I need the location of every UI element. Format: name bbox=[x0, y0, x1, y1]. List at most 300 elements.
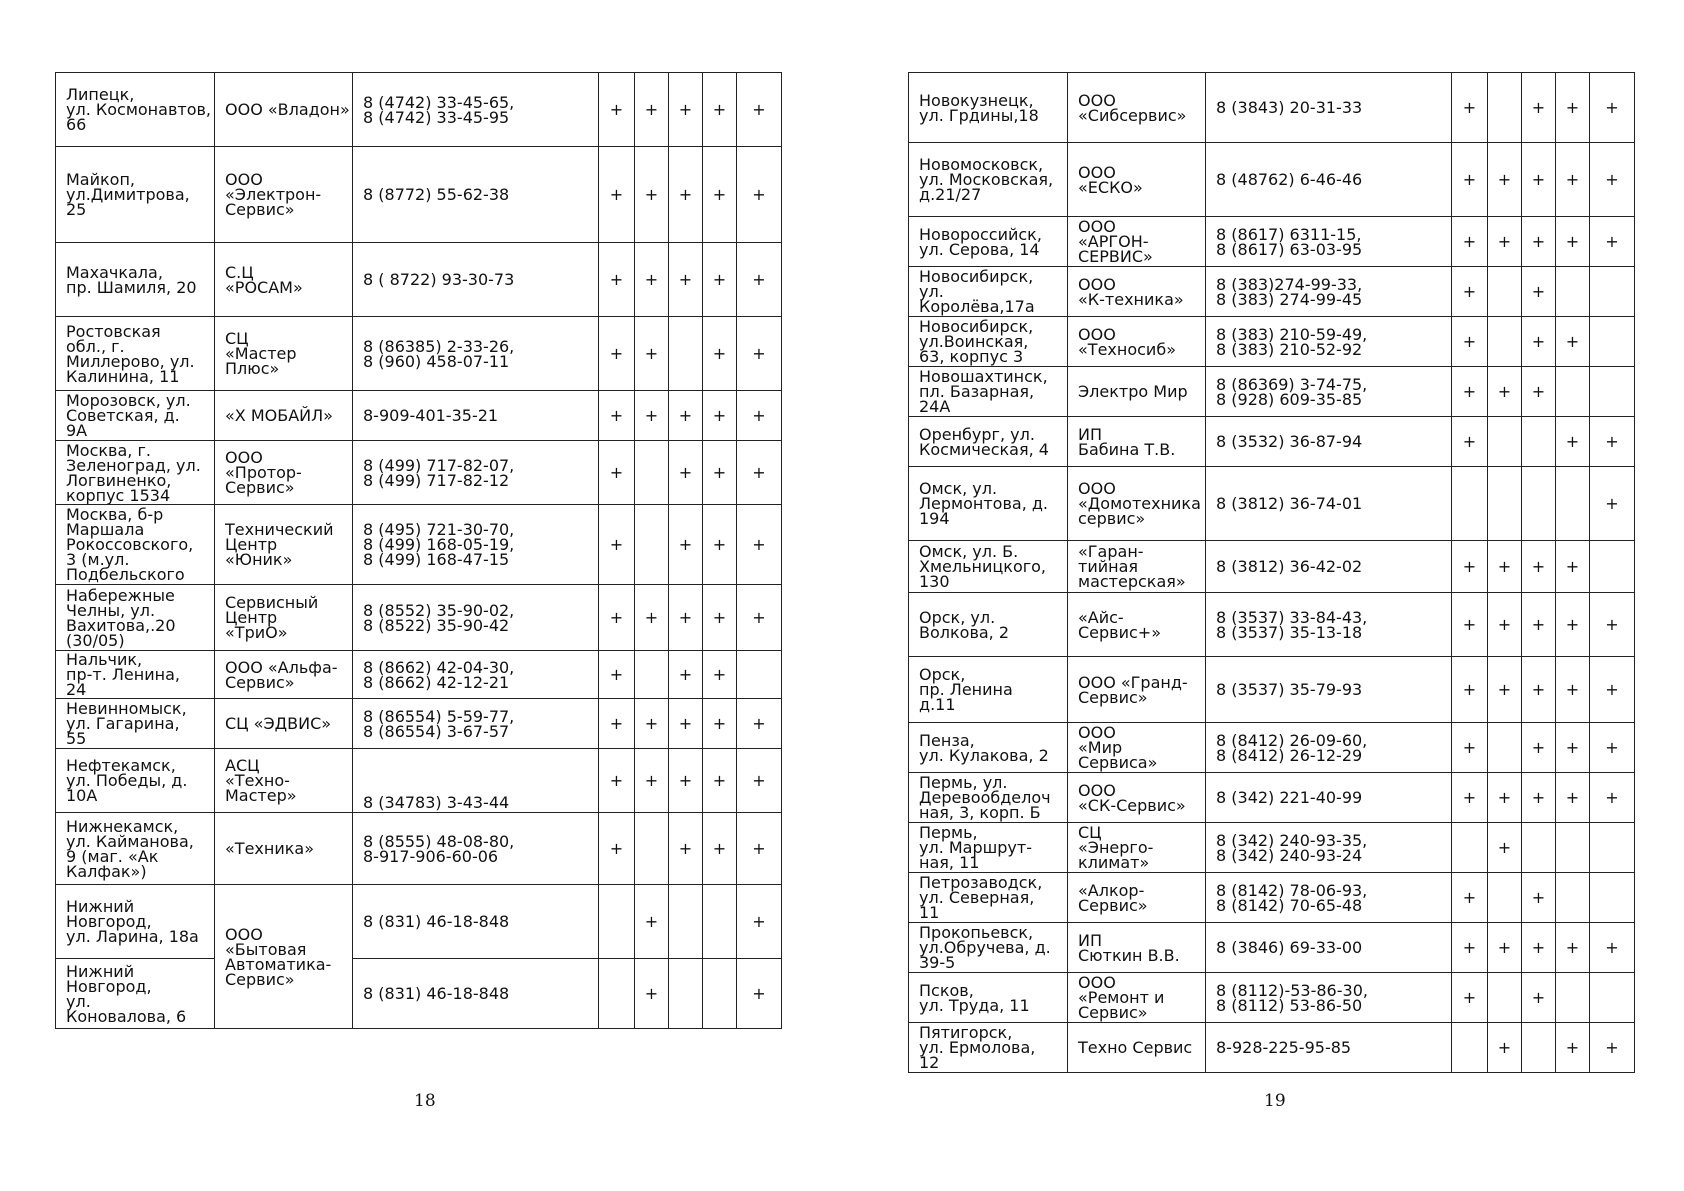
service-mark-cell: + bbox=[599, 391, 635, 441]
city-line: Вахитова,.20 bbox=[66, 615, 176, 635]
service-mark-cell: + bbox=[737, 813, 782, 885]
service-mark-cell: + bbox=[669, 651, 703, 699]
table-row bbox=[56, 585, 782, 651]
city-address-cell bbox=[909, 217, 1068, 267]
service-mark-cell: + bbox=[1556, 73, 1590, 143]
city-line: Волкова, 2 bbox=[919, 622, 1010, 642]
service-mark-cell: + bbox=[737, 505, 782, 585]
service-mark-cell: + bbox=[635, 73, 669, 147]
company-line: климат» bbox=[1078, 853, 1150, 872]
table-row bbox=[56, 813, 782, 885]
city-line: Челны, ул. bbox=[66, 600, 156, 620]
service-mark-cell: + bbox=[1556, 143, 1590, 217]
company-cell bbox=[215, 147, 353, 243]
service-mark-cell: + bbox=[1556, 773, 1590, 823]
phone-cell bbox=[353, 317, 599, 391]
service-mark-cell: + bbox=[703, 651, 737, 699]
service-mark-cell: + bbox=[1488, 217, 1522, 267]
left-page bbox=[55, 72, 782, 1029]
city-line: ул. Грдины,18 bbox=[919, 105, 1039, 125]
service-mark-cell: + bbox=[1556, 923, 1590, 973]
city-address-cell bbox=[909, 417, 1068, 467]
company-line: Сервис» bbox=[225, 672, 295, 692]
service-mark-cell bbox=[635, 505, 669, 585]
service-mark-cell bbox=[1488, 873, 1522, 923]
company-line: Сервисный bbox=[225, 593, 319, 612]
phone-cell bbox=[353, 505, 599, 585]
company-cell bbox=[1068, 657, 1206, 723]
city-line: Новосибирск, bbox=[919, 317, 1034, 336]
company-line: Электро Мир bbox=[1078, 382, 1188, 401]
city-line: ная, 11 bbox=[919, 853, 980, 872]
city-line: д.11 bbox=[919, 695, 956, 714]
company-line: «СК-Сервис» bbox=[1078, 795, 1186, 815]
service-mark-cell: + bbox=[599, 699, 635, 749]
service-table-right bbox=[908, 72, 1635, 1073]
service-mark-cell: + bbox=[703, 73, 737, 147]
city-line: Коновалова, 6 bbox=[66, 1006, 187, 1026]
company-line: Сервис» bbox=[1078, 1003, 1148, 1022]
phone-cell bbox=[1206, 541, 1452, 593]
table-row bbox=[909, 367, 1635, 417]
service-mark-cell: + bbox=[1522, 593, 1556, 657]
city-address-cell bbox=[56, 317, 215, 391]
phone-number: 8 (8412) 26-12-29 bbox=[1216, 745, 1363, 765]
service-mark-cell: + bbox=[669, 147, 703, 243]
service-mark-cell: + bbox=[1522, 73, 1556, 143]
table-row bbox=[909, 467, 1635, 541]
city-address-cell bbox=[909, 823, 1068, 873]
service-mark-cell bbox=[669, 959, 703, 1029]
city-line: Невинномыск, bbox=[66, 699, 187, 718]
service-mark-cell: + bbox=[1590, 657, 1635, 723]
company-cell bbox=[215, 391, 353, 441]
service-mark-cell: + bbox=[599, 317, 635, 391]
company-line: Сервис» bbox=[1078, 687, 1148, 707]
service-mark-cell: + bbox=[599, 585, 635, 651]
company-line: тийная bbox=[1078, 557, 1139, 576]
city-address-cell bbox=[56, 585, 215, 651]
company-cell bbox=[215, 441, 353, 505]
service-mark-cell: + bbox=[737, 749, 782, 813]
city-line: Королёва,17а bbox=[919, 297, 1035, 316]
company-cell bbox=[1068, 923, 1206, 973]
company-cell bbox=[215, 505, 353, 585]
service-mark-cell bbox=[599, 885, 635, 959]
company-line: «ТриО» bbox=[225, 623, 288, 642]
city-address-cell bbox=[909, 773, 1068, 823]
company-cell bbox=[215, 885, 353, 1029]
phone-number: 8 (3812) 36-74-01 bbox=[1216, 494, 1363, 513]
company-line: ИП bbox=[1078, 930, 1102, 950]
city-line: Нальчик, bbox=[66, 650, 143, 669]
service-mark-cell: + bbox=[1452, 73, 1488, 143]
service-mark-cell: + bbox=[703, 585, 737, 651]
company-line: «Алкор- bbox=[1078, 880, 1145, 900]
service-mark-cell: + bbox=[635, 699, 669, 749]
service-mark-cell bbox=[1452, 823, 1488, 873]
city-line: ул.Обручева, д. bbox=[919, 938, 1051, 957]
service-mark-cell: + bbox=[1590, 73, 1635, 143]
service-mark-cell: + bbox=[1452, 267, 1488, 317]
city-line: Логвиненко, bbox=[66, 470, 172, 490]
city-address-cell bbox=[909, 1023, 1068, 1073]
city-line: Липецк, bbox=[66, 85, 135, 104]
service-mark-cell: + bbox=[737, 391, 782, 441]
phone-number: 8 (928) 609-35-85 bbox=[1216, 389, 1363, 409]
city-line: Миллерово, ул. bbox=[66, 351, 195, 371]
city-line: ул. Труда, 11 bbox=[919, 995, 1030, 1015]
service-mark-cell: + bbox=[1452, 773, 1488, 823]
city-line: ул. Маршрут- bbox=[919, 838, 1032, 857]
service-mark-cell: + bbox=[1590, 773, 1635, 823]
service-mark-cell: + bbox=[635, 147, 669, 243]
table-row bbox=[56, 959, 782, 1029]
table-row bbox=[909, 873, 1635, 923]
company-line: «Мир bbox=[1078, 738, 1123, 757]
city-address-cell bbox=[56, 885, 215, 959]
service-mark-cell bbox=[1556, 367, 1590, 417]
city-line: 3 (м.ул. bbox=[66, 550, 130, 569]
company-line: «Домотехника bbox=[1078, 494, 1201, 513]
phone-cell bbox=[1206, 267, 1452, 317]
city-line: пр. Шамиля, 20 bbox=[66, 277, 197, 297]
company-line: Технический bbox=[225, 520, 334, 539]
company-line: «АРГОН- bbox=[1078, 232, 1149, 251]
service-mark-cell: + bbox=[737, 959, 782, 1029]
service-mark-cell bbox=[1522, 417, 1556, 467]
table-row bbox=[909, 143, 1635, 217]
city-line: обл., г. bbox=[66, 336, 125, 356]
service-mark-cell bbox=[1590, 267, 1635, 317]
city-line: ул. Победы, д. bbox=[66, 771, 188, 790]
company-line: ООО bbox=[1078, 217, 1116, 236]
city-line: 11 bbox=[919, 903, 940, 922]
service-mark-cell: + bbox=[1522, 923, 1556, 973]
phone-number: 8 (4742) 33-45-95 bbox=[363, 107, 510, 127]
city-line: Москва, б-р bbox=[66, 505, 164, 524]
phone-cell bbox=[353, 813, 599, 885]
city-line: 24 bbox=[66, 680, 87, 699]
city-line: Деревообделоч bbox=[919, 788, 1051, 807]
phone-cell bbox=[1206, 217, 1452, 267]
service-mark-cell: + bbox=[703, 243, 737, 317]
service-mark-cell bbox=[1590, 873, 1635, 923]
city-line: Орск, bbox=[919, 665, 966, 684]
company-line: Техно Сервис bbox=[1078, 1038, 1193, 1057]
company-line: ООО «Гранд- bbox=[1078, 672, 1188, 692]
city-address-cell bbox=[909, 367, 1068, 417]
phone-number: 8 (4742) 33-45-65, bbox=[363, 92, 515, 112]
service-mark-cell: + bbox=[1590, 217, 1635, 267]
city-line: Оренбург, ул. bbox=[919, 424, 1035, 444]
company-line: «ЕСКО» bbox=[1078, 177, 1143, 197]
phone-number: 8 (499) 717-82-07, bbox=[363, 455, 515, 475]
service-mark-cell: + bbox=[1488, 773, 1522, 823]
phone-number: 8 (342) 240-93-35, bbox=[1216, 830, 1368, 850]
service-mark-cell: + bbox=[1452, 367, 1488, 417]
phone-number: 8 (8412) 26-09-60, bbox=[1216, 730, 1368, 750]
company-cell bbox=[215, 243, 353, 317]
city-address-cell bbox=[56, 699, 215, 749]
table-row bbox=[909, 317, 1635, 367]
service-mark-cell: + bbox=[599, 243, 635, 317]
service-mark-cell: + bbox=[1590, 467, 1635, 541]
phone-cell bbox=[353, 885, 599, 959]
table-row bbox=[909, 657, 1635, 723]
service-mark-cell: + bbox=[599, 651, 635, 699]
city-line: корпус 1534 bbox=[66, 485, 171, 505]
company-cell bbox=[215, 585, 353, 651]
phone-number: 8 (8772) 55-62-38 bbox=[363, 185, 510, 204]
company-line: ООО bbox=[1078, 723, 1116, 742]
company-line: ООО bbox=[1078, 162, 1116, 182]
service-mark-cell: + bbox=[1488, 657, 1522, 723]
company-cell bbox=[1068, 541, 1206, 593]
service-mark-cell: + bbox=[1452, 593, 1488, 657]
service-mark-cell: + bbox=[1488, 593, 1522, 657]
service-mark-cell: + bbox=[703, 813, 737, 885]
company-line: ООО bbox=[225, 170, 263, 189]
right-page bbox=[908, 72, 1635, 1073]
service-mark-cell: + bbox=[1488, 367, 1522, 417]
phone-cell bbox=[353, 699, 599, 749]
service-mark-cell: + bbox=[737, 73, 782, 147]
service-mark-cell: + bbox=[737, 317, 782, 391]
service-mark-cell: + bbox=[1488, 143, 1522, 217]
phone-cell bbox=[1206, 593, 1452, 657]
company-line: ООО «Альфа- bbox=[225, 657, 338, 677]
company-line: СЦ bbox=[225, 329, 249, 348]
phone-cell bbox=[1206, 657, 1452, 723]
city-line: Рокоссовского, bbox=[66, 535, 194, 554]
city-line: Новомосковск, bbox=[919, 155, 1044, 174]
table-row bbox=[909, 541, 1635, 593]
service-mark-cell: + bbox=[1556, 541, 1590, 593]
service-mark-cell bbox=[1452, 467, 1488, 541]
service-mark-cell: + bbox=[669, 813, 703, 885]
phone-number: 8 (86385) 2-33-26, bbox=[363, 336, 515, 356]
city-line: Ростовская bbox=[66, 321, 161, 341]
company-line: ООО «Владон» bbox=[225, 100, 350, 119]
service-mark-cell: + bbox=[599, 147, 635, 243]
city-line: Лермонтова, д. bbox=[919, 494, 1049, 513]
company-line: «Айс- bbox=[1078, 607, 1124, 627]
phone-number: 8 (8617) 63-03-95 bbox=[1216, 239, 1363, 259]
phone-number: 8 (960) 458-07-11 bbox=[363, 351, 510, 371]
city-address-cell bbox=[909, 467, 1068, 541]
city-line: Новошахтинск, bbox=[919, 367, 1048, 386]
phone-cell bbox=[1206, 723, 1452, 773]
phone-number: 8-917-906-60-06 bbox=[363, 846, 499, 866]
page-number-right: 19 bbox=[1264, 1091, 1286, 1111]
city-address-cell bbox=[56, 441, 215, 505]
service-mark-cell bbox=[1488, 467, 1522, 541]
service-mark-cell: + bbox=[635, 959, 669, 1029]
phone-cell bbox=[1206, 1023, 1452, 1073]
city-line: ул.Димитрова, bbox=[66, 185, 190, 204]
city-line: 24А bbox=[919, 397, 951, 416]
service-mark-cell: + bbox=[1488, 823, 1522, 873]
phone-cell bbox=[1206, 773, 1452, 823]
service-mark-cell bbox=[703, 959, 737, 1029]
phone-number: 8 (8662) 42-12-21 bbox=[363, 672, 510, 692]
phone-number: 8 (86369) 3-74-75, bbox=[1216, 374, 1368, 394]
service-mark-cell bbox=[1556, 467, 1590, 541]
table-row bbox=[909, 973, 1635, 1023]
phone-number: 8 (48762) 6-46-46 bbox=[1216, 170, 1363, 189]
city-address-cell bbox=[56, 505, 215, 585]
service-mark-cell: + bbox=[1556, 593, 1590, 657]
phone-number: 8 (8142) 70-65-48 bbox=[1216, 895, 1363, 915]
service-mark-cell: + bbox=[1488, 1023, 1522, 1073]
city-line: ул. Серова, 14 bbox=[919, 239, 1040, 259]
table-row bbox=[56, 391, 782, 441]
table-row bbox=[909, 923, 1635, 973]
company-line: «Электрон- bbox=[225, 185, 322, 204]
city-line: Нижний bbox=[66, 897, 135, 916]
city-line: пл. Базарная, bbox=[919, 382, 1035, 401]
phone-number: 8-909-401-35-21 bbox=[363, 406, 499, 425]
phone-number: 8 (34783) 3-43-44 bbox=[363, 793, 510, 812]
service-mark-cell bbox=[1488, 317, 1522, 367]
city-line: ул.Воинская, bbox=[919, 332, 1029, 351]
phone-number: 8 (8112)-53-86-30, bbox=[1216, 980, 1368, 1000]
service-mark-cell: + bbox=[1556, 417, 1590, 467]
service-mark-cell: + bbox=[1452, 317, 1488, 367]
city-line: Омск, ул. Б. bbox=[919, 542, 1019, 561]
service-mark-cell: + bbox=[703, 441, 737, 505]
company-cell bbox=[215, 749, 353, 813]
company-cell bbox=[1068, 367, 1206, 417]
service-mark-cell: + bbox=[1522, 873, 1556, 923]
service-mark-cell: + bbox=[737, 243, 782, 317]
service-mark-cell bbox=[1556, 873, 1590, 923]
city-line: Пермь, ул. bbox=[919, 773, 1008, 792]
company-line: СЦ «ЭДВИС» bbox=[225, 714, 332, 733]
service-mark-cell: + bbox=[737, 885, 782, 959]
service-mark-cell: + bbox=[1452, 541, 1488, 593]
company-cell bbox=[215, 317, 353, 391]
company-cell bbox=[1068, 723, 1206, 773]
service-mark-cell: + bbox=[1590, 143, 1635, 217]
city-line: Подбельского bbox=[66, 565, 185, 584]
company-line: ООО bbox=[1078, 479, 1116, 498]
city-line: ул. bbox=[66, 991, 91, 1011]
phone-cell bbox=[353, 391, 599, 441]
city-line: 25 bbox=[66, 200, 87, 219]
phone-cell bbox=[1206, 143, 1452, 217]
phone-number: 8 (383) 274-99-45 bbox=[1216, 289, 1363, 309]
phone-number: 8-928-225-95-85 bbox=[1216, 1038, 1352, 1057]
service-mark-cell: + bbox=[703, 505, 737, 585]
service-mark-cell bbox=[1522, 467, 1556, 541]
service-mark-cell bbox=[635, 813, 669, 885]
service-mark-cell: + bbox=[669, 505, 703, 585]
service-mark-cell bbox=[669, 317, 703, 391]
company-cell bbox=[1068, 73, 1206, 143]
city-line: Псков, bbox=[919, 980, 974, 1000]
service-mark-cell bbox=[1590, 367, 1635, 417]
service-table-left bbox=[55, 72, 782, 1029]
company-line: ООО bbox=[1078, 780, 1116, 800]
company-cell bbox=[1068, 317, 1206, 367]
company-line: «Гаран- bbox=[1078, 542, 1144, 561]
city-line: Орск, ул. bbox=[919, 607, 996, 627]
city-address-cell bbox=[909, 267, 1068, 317]
city-line: ул. Московская, bbox=[919, 170, 1054, 189]
table-row bbox=[56, 317, 782, 391]
service-mark-cell: + bbox=[635, 885, 669, 959]
table-row bbox=[56, 749, 782, 813]
company-cell bbox=[1068, 873, 1206, 923]
company-line: Автоматика- bbox=[225, 954, 332, 974]
city-line: пр-т. Ленина, bbox=[66, 665, 180, 684]
service-mark-cell: + bbox=[703, 317, 737, 391]
city-address-cell bbox=[909, 723, 1068, 773]
phone-cell bbox=[353, 585, 599, 651]
service-mark-cell: + bbox=[1488, 541, 1522, 593]
company-line: «Техника» bbox=[225, 839, 314, 858]
service-mark-cell: + bbox=[1452, 217, 1488, 267]
company-line: ООО bbox=[1078, 973, 1116, 992]
company-line: «Сибсервис» bbox=[1078, 105, 1187, 125]
phone-number: 8 (3843) 20-31-33 bbox=[1216, 98, 1363, 117]
city-address-cell bbox=[909, 593, 1068, 657]
phone-number: 8 (3532) 36-87-94 bbox=[1216, 432, 1363, 451]
service-mark-cell: + bbox=[599, 813, 635, 885]
city-line: ул. Кулакова, 2 bbox=[919, 745, 1049, 765]
company-cell bbox=[1068, 823, 1206, 873]
city-line: Нижний bbox=[66, 961, 135, 981]
service-mark-cell: + bbox=[1556, 217, 1590, 267]
service-mark-cell bbox=[599, 959, 635, 1029]
city-line: 66 bbox=[66, 115, 87, 134]
company-cell bbox=[215, 651, 353, 699]
city-line: ул. Ермолова, bbox=[919, 1038, 1036, 1057]
city-address-cell bbox=[909, 143, 1068, 217]
city-line: Пятигорск, bbox=[919, 1023, 1013, 1042]
service-mark-cell bbox=[1488, 973, 1522, 1023]
table-row bbox=[909, 217, 1635, 267]
service-mark-cell: + bbox=[1522, 657, 1556, 723]
service-mark-cell bbox=[703, 885, 737, 959]
company-line: мастерская» bbox=[1078, 572, 1186, 591]
phone-number: 8 (3537) 35-79-93 bbox=[1216, 680, 1363, 699]
service-mark-cell: + bbox=[599, 73, 635, 147]
service-mark-cell: + bbox=[635, 585, 669, 651]
table-row bbox=[56, 441, 782, 505]
company-cell bbox=[215, 73, 353, 147]
service-mark-cell bbox=[1452, 1023, 1488, 1073]
city-line: Новгород, bbox=[66, 912, 152, 931]
table-row bbox=[56, 243, 782, 317]
company-line: С.Ц bbox=[225, 262, 254, 282]
city-line: Петрозаводск, bbox=[919, 873, 1043, 892]
phone-number: 8 (499) 168-47-15 bbox=[363, 550, 510, 569]
phone-number: 8 (342) 240-93-24 bbox=[1216, 845, 1363, 865]
city-line: Калинина, 11 bbox=[66, 366, 180, 386]
table-row bbox=[56, 699, 782, 749]
company-cell bbox=[1068, 143, 1206, 217]
service-mark-cell: + bbox=[1522, 217, 1556, 267]
company-cell bbox=[215, 813, 353, 885]
service-mark-cell: + bbox=[599, 749, 635, 813]
company-cell bbox=[1068, 593, 1206, 657]
service-mark-cell: + bbox=[1522, 317, 1556, 367]
company-line: «Техно- bbox=[225, 771, 290, 790]
service-mark-cell: + bbox=[599, 505, 635, 585]
